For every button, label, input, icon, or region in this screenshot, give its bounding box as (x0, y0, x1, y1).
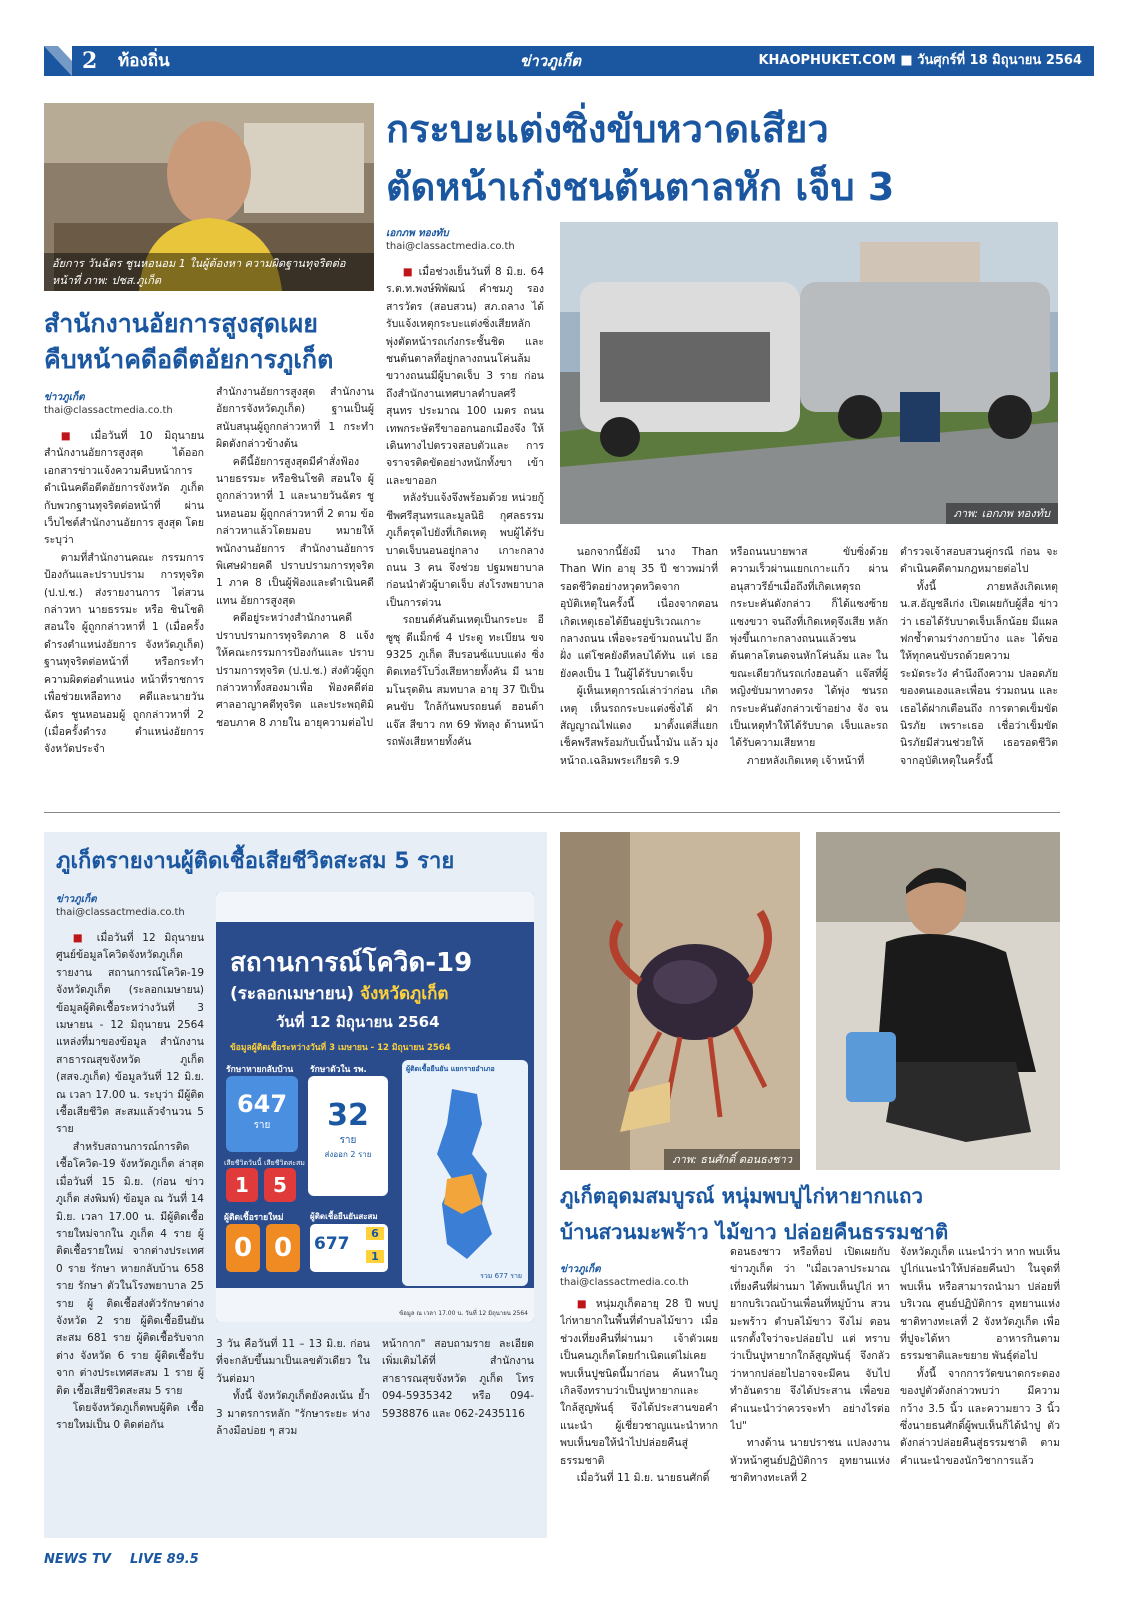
death-box: 1 (226, 1168, 258, 1202)
story1-paragraph: ตำรวจเจ้าสอบสวนคู่กรณี ก่อน จะดำเนินคดีตามกฎหมายต่อไป (900, 546, 1058, 576)
bullet-icon: ■ (402, 266, 419, 278)
site-and-date (758, 46, 1082, 76)
phuket-map-icon (422, 1084, 512, 1264)
hospital-box (308, 1076, 388, 1196)
cumulative-label: ผู้ติดเชื้อยืนยันสะสม (310, 1212, 378, 1221)
issue-date: วันศุกร์ที่ 18 มิถุนายน 2564 (917, 53, 1082, 68)
news-tv-logo: NEWS TV (44, 1552, 111, 1567)
hospital-label: รักษาตัวใน รพ. (310, 1065, 367, 1075)
footer-logos (44, 1548, 199, 1570)
recovered-value: 647 (236, 1090, 288, 1118)
corner-logo-icon (44, 46, 72, 76)
cumulative-box (310, 1224, 388, 1272)
story2-paragraph: สำนักงานอัยการสูงสุด สำนักงาน อัยการจังหวัดภูเก็ต) ฐานเป็นผู้ สนับสนุนผู้ถูกกล่าวหาที่ 1 กระทำ ผิดดังกล่าวข้างต้น (216, 386, 374, 451)
recovered-box (226, 1076, 298, 1152)
square-icon: ■ (900, 53, 913, 68)
story1-column-3 (730, 544, 888, 798)
page-number: 2 (82, 48, 98, 74)
story3-column-2 (216, 1336, 370, 1516)
infographic-title: สถานการณ์โควิด-19 (230, 948, 473, 978)
recovered-label: รักษาหายกลับบ้าน (226, 1065, 294, 1075)
byline-email: thai@classactmedia.co.th (56, 907, 185, 918)
story1-column-4 (900, 544, 1058, 798)
infographic-range: ข้อมูลผู้ติดเชื้อระหว่างวันที่ 3 เมษายน - 12 มิถุนายน 2564 (230, 1043, 451, 1053)
cumulative-sub-b: 1 (366, 1250, 384, 1263)
hospital-sub: ส่งออก 2 ราย (324, 1150, 372, 1159)
story2-column-1 (44, 428, 204, 834)
story4-paragraph: ทางด้าน นายปราชน แปลงงาน หัวหน้าศูนย์ปฏิบัติการ อุทยานแห่งชาติทางทะเลที่ 2 (730, 1437, 890, 1485)
infographic-footer-text: ข้อมูล ณ เวลา 17.00 น. วันที่ 12 มิถุนายน 2564 (399, 1310, 528, 1317)
section-name: ท้องถิ่น (118, 51, 170, 71)
story2-headline-line2: คืบหน้าคดีอดีตอัยการภูเก็ต (44, 345, 334, 374)
new-cases-label: ผู้ติดเชื้อรายใหม่ (224, 1213, 284, 1223)
story2-paragraph: คดีอยู่ระหว่างสำนักงานคดี ปราบปรามการทุจริตภาค 8 แจ้ง ให้คณะกรรมการป้องกันและ ปราบปรามการทุจริต (ป.ป.ช.) ส่งตัวผู้ถูกกล่าวหาทั้งสองมาเพื่อ ฟ้องคดีต่อศาลอาญาคดีทุจริต และประพฤติมิชอบภาค 8 ภายใน อายุความต่อไป (216, 612, 374, 729)
story4-column-3 (900, 1244, 1060, 1516)
map-title: ผู้ติดเชื้อยืนยัน แยกรายอำเภอ (406, 1065, 495, 1073)
story4-paragraph: หนุ่มภูเก็ตอายุ 28 ปี พบปู ไก่หายากในพื้นที่ตำบลไม้ขาว เมื่อ ช่วงเที่ยงคืนที่ผ่านมา เจ้าตัวเผย เป็นคนภูเก็ตโดยกำเนิดแต่ไม่เคย พบเห็นปูชนิดนี้มาก่อน ค้นหาในกู เกิลจึงทราบว่าเป็นปูหายากและ ใกล้สูญพันธุ์ จึงได้ประสานขอคำ แนะนำ ผู้เชี่ยวชาญแนะนำหาก พบเห็นขอให้นำไปปล่อยคืนสู่ ธรรมชาติ (560, 1298, 718, 1467)
byline-email: thai@classactmedia.co.th (44, 405, 173, 416)
story1-paragraph: รถยนต์คันต้นเหตุเป็นกระบะ อีซูซุ ดีแม็กซ์ 4 ประตู ทะเบียน ขจ 9325 ภูเก็ต สีบรอนซ์แบบแต่ง ซิ่ง ติดเทอร์โบวิ่งเสียหายทั้งคัน มี นายมโนรุตติน สมทบาล อายุ 37 ปีเป็นคนขับ ใกล้กันพบรถยนต์ ฮอนด้า แจ๊ส สีขาว กท 69 พัทลุง ด้านหน้ารถพังเสียหายทั้งคัน (386, 614, 544, 748)
infographic-province: จังหวัดภูเก็ต (360, 984, 449, 1004)
story1-column-2 (560, 544, 718, 798)
story1-paragraph: เมื่อช่วงเย็นวันที่ 8 มิ.ย. 64 ร.ต.ท.พงษ์พิพัฒน์ คำชมภู รอง สารวัตร (สอบสวน) สภ.ถลาง ได้ รับแจ้งเหตุกระบะแต่งซิ่งเสียหลัก พุ่งตัดหน้ารถเก๋งกระชั้นชิด และ ชนต้นตาลที่อยู่กลางถนนโค่นล้ม ขวางถนนมีผู้บาดเจ็บ 3 ราย ก่อน ถึงสำนักงานเทศบาลตำบลศรี สุนทร ประมาณ 100 เมตร ถนน เทพกระษัตรีขาออกนอกเมืองจึง ให้เดินทางไปตรวจสอบตัวและ การจราจรติดขัดอย่างหนักทั้งขา เข้าและขาออก (386, 266, 544, 487)
story4-paragraph: ทั้งนี้ จากการวัดขนาดกระดอง ของปูตัวดังกล่าวพบว่า มีความ กว้าง 3.5 นิ้ว และความยาว 3 นิ้ว ซึ่งนายธนศักดิ์ผู้พบเห็นก็ได้นำปู ตัวดังกล่าวปล่อยคืนสู่ธรรมชาติ ตามคำแนะนำของนักวิชาการแล้ว (900, 1367, 1060, 1467)
crab-photo-credit: ภาพ: ธนศักดิ์ ดอนธงชาว (664, 1149, 800, 1170)
story3-headline: ภูเก็ตรายงานผู้ติดเชื้อเสียชีวิตสะสม 5 ราย (56, 849, 455, 874)
story4-column-1 (560, 1296, 718, 1516)
byline-name: เอกภพ ทองทับ (386, 228, 449, 239)
infographic-footer (216, 1288, 534, 1322)
infographic-subtitle (230, 980, 448, 1007)
story2-byline (44, 390, 173, 416)
crab-photo (560, 832, 800, 1170)
recovered-unit: ราย (253, 1120, 271, 1131)
story4-headline-line2: บ้านสวนมะพร้าว ไม้ขาว ปล่อยคืนธรรมชาติ (560, 1220, 949, 1244)
district-map (402, 1060, 528, 1286)
story1-paragraph: หลังรับแจ้งจึงพร้อมด้วย หน่วยกู้ชีพศรีสุนทรและมูลนิธิ กุศลธรรมภูเก็ตรุดไปยังที่เกิดเหตุ พบผู้ได้รับบาดเจ็บนอนอยู่กลาง เกาะกลางถนน 3 คน จึงช่วย ปฐมพยาบาลก่อนนำตัวผู้บาดเจ็บ ส่งโรงพยาบาลเป็นการด่วน (386, 492, 544, 609)
story3-paragraph: เมื่อวันที่ 12 มิถุนายน ศูนย์ข้อมูลโควิดจังหวัดภูเก็ต รายงาน สถานการณ์โควิด-19 จังหวัดภูเก็ต (ระลอกเมษายน) ข้อมูลผู้ติดเชื้อระหว่างวันที่ 3 เมษายน - 12 มิถุนายน 2564 แหล่งที่มาของข้อมูล สำนักงานสาธารณสุขจังหวัด ภูเก็ต (สสจ.ภูเก็ต) ข้อมูลวันที่ 12 มิ.ย. ณ เวลา 17.00 น. ระบุว่า มีผู้ติดเชื้อเสียชีวิต สะสมแล้วจำนวน 5 ราย (56, 932, 204, 1136)
cumulative-sub-a: 6 (366, 1227, 384, 1240)
story2-paragraph: ตามที่สำนักงานคณะ กรรมการป้องกันและปราบปราม การทุจริต (ป.ป.ช.) ส่งรายงานการ ไต่สวนกล่าวหา นายธรรมะ หรือ ชินโชติ สอนใจ ผู้ถูกกล่าวหาที่ 1 (เมื่อครั้งดำรงตำแหน่งอัยการ จังหวัดภูเก็ต) ฐานทุจริตต่อหน้าที่ หรือกระทำความผิดต่อตำแหน่ง หน้าที่ราชการ เพื่อช่วยเหลือทาง คดีและนายวันฉัตร ชูนหอนอมผู้ ถูกกล่าวหาที่ 2 (เมื่อครั้งดำรง ตำแหน่งอัยการจังหวัดประจำ (44, 551, 204, 756)
story3-column-3 (382, 1336, 534, 1516)
infographic-logo-strip (216, 892, 534, 922)
story4-headline (560, 1178, 1060, 1250)
story1-paragraph: หรือถนนบายพาส ขับซิ่งด้วย ความเร็วผ่านแยกเกาะแก้ว ผ่าน อนุสาวรีย์ฯเมื่อถึงที่เกิดเหตุรถ กระบะคันดังกล่าว ก็ได้แซงซ้าย แซงขวา จนถึงที่เกิดเหตุจึงเสีย หลักพุ่งขึ้นเกาะกลางถนนแล้วชน ต้นตาลโตนดจนหักโค่นล้ม และ ในขณะเดียวกันรถเก๋งฮอนด้า แจ๊สที่ผู้หญิงขับมาทางตรง ได้พุ่ง ชนรถกระบะคันดังกล่าวเข้าอย่าง จัง จนเป็นเหตุทำให้ได้รับบาด เจ็บและรถได้รับความเสียหาย (730, 546, 888, 750)
story4-column-2 (730, 1244, 890, 1516)
story1-paragraph: นอกจากนี้ยังมี นาง Than Than Win อายุ 35 ปี ชาวพม่าที่ รอดชีวิตอย่างหวุดหวิดจาก อุบัติเหตุในครั้งนี้ เนื่องจากตอน เกิดเหตุเธอได้ยืนอยู่บริเวณเกาะ กลางถนน เพื่อจะรอข้ามถนนไป อีกฝั่ง แต่โชคยังดีหลบได้ทัน แต่ เธอยังคงเป็น 1 ในผู้ได้รับบาดเจ็บ (560, 546, 718, 680)
new-cases-box-1: 0 (226, 1224, 260, 1272)
prosecutor-photo (44, 103, 374, 291)
story2-paragraph: คดีนี้อัยการสูงสุดมีคำสั่งฟ้อง นายธรรมะ หรือชินโชติ สอนใจ ผู้ ถูกกล่าวหาที่ 1 และนายวันฉัตร ชูนหอนอม ผู้ถูกกล่าวหาที่ 2 ตาม ข้อกล่าวหาแล้วโดยมอบ หมายให้พนักงานอัยการ สำนักงานอัยการพิเศษฝ่ายคดี ปราบปรามการทุจริต 1 ภาค 8 เป็นผู้ฟ้องและดำเนินคดีแทน อัยการสูงสุด (216, 455, 374, 607)
covid-infographic (216, 892, 534, 1322)
story2-headline (44, 306, 384, 378)
story3-paragraph: หน้ากาก" สอบถามราย ละเอียดเพิ่มเติมได้ที่ สำนักงานสาธารณสุขจังหวัด ภูเก็ต โทร 094-5935342 หรือ 094-5938876 และ 062-2435116 (382, 1338, 534, 1420)
story1-column-1 (386, 264, 544, 798)
infographic-date: วันที่ 12 มิถุนายน 2564 (276, 1013, 440, 1031)
site-url: KHAOPHUKET.COM (758, 53, 896, 68)
crash-photo-credit: ภาพ: เอกภพ ทองทับ (946, 503, 1058, 524)
masthead-logo: ข่าวภูเก็ต (520, 52, 581, 70)
death-total-box: 5 (264, 1168, 296, 1202)
story3-paragraph: ทั้งนี้ จังหวัดภูเก็ตยังคงเน้น ย้ำ 3 มาตรการหลัก "รักษาระยะ ห่าง ล้างมือบ่อย ๆ สวม (216, 1390, 370, 1438)
cumulative-value: 677 (314, 1234, 350, 1254)
story3-byline (56, 892, 185, 918)
story3-paragraph: สำหรับสถานการณ์การติด เชื้อโควิด-19 จังหวัดภูเก็ต ล่าสุด เมื่อวันที่ 15 มิ.ย. (ก่อน ข่าวภูเก็ต ส่งพิมพ์) ข้อมูล ณ วันที่ 14 มิ.ย. เวลา 17.00 น. มีผู้ติดเชื้อรายใหม่จากใน ภูเก็ต 4 ราย ผู้ติดเชื้อรายใหม่ จากต่างประเทศ 0 ราย รักษา หายกลับบ้าน 658 ราย รักษา ตัวในโรงพยาบาล 25 ราย ผู้ ติดเชื้อส่งตัวรักษาต่างจังหวัด 2 ราย ผู้ติดเชื้อยืนยันสะสม 681 ราย ผู้ติดเชื้อรับจากต่าง จังหวัด 6 ราย ผู้ติดเชื้อรับจาก ต่างประเทศสะสม 1 ราย ผู้ติด เชื้อเสียชีวิตสะสม 5 ราย (56, 1140, 204, 1397)
story2-paragraph: เมื่อวันที่ 10 มิถุนายน สำนักงานอัยการสูงสุด ได้ออก เอกสารข่าวแจ้งความคืบหน้าการ ดำเนินคดีอดีตอัยการจังหวัด ภูเก็ตกับพวกฐานทุจริตต่อหน้าที่ ผ่านเว็บไซต์สำนักงานอัยการ สูงสุด โดยระบุว่า (44, 430, 204, 547)
byline-name: ข่าวภูเก็ต (44, 392, 85, 403)
byline-email: thai@classactmedia.co.th (386, 241, 515, 252)
infographic-wave: (ระลอกเมษายน) (230, 984, 355, 1004)
story1-paragraph: ผู้เห็นเหตุการณ์เล่าว่าก่อน เกิดเหตุ เห็นรถกระบะแต่งซิ่งได้ ฝ่าสัญญาณไฟแดง มาตั้งแต่สี่แยก เช็คพรีสพร้อมกับเบิ้นน้ำมัน แล้ว มุ่งหน้าถ.เฉลิมพระเกียรติ ร.9 (560, 685, 718, 767)
death-total-label: เสียชีวิตสะสม (264, 1159, 305, 1167)
story1-headline (386, 100, 1086, 216)
byline-email: thai@classactmedia.co.th (560, 1277, 689, 1288)
section-divider (44, 812, 1060, 813)
man-with-crab-photo (816, 832, 1060, 1170)
story1-paragraph: ภายหลังเกิดเหตุ เจ้าหน้าที่ (746, 754, 865, 767)
story1-byline (386, 226, 515, 252)
story4-byline (560, 1262, 689, 1288)
live-radio-logo: LIVE 89.5 (130, 1552, 199, 1567)
byline-name: ข่าวภูเก็ต (56, 894, 97, 905)
story4-paragraph: จังหวัดภูเก็ต แนะนำว่า หาก พบเห็นปูไก่แนะนำให้ปล่อยคืนป่า ในจุดที่พบเห็น หรือสามารถนำมา ปล่อยที่บริเวณ ศูนย์ปฏิบัติการ อุทยานแห่งชาติทางทะเลที่ 2 จังหวัดภูเก็ต เพื่อที่ปูจะได้หา อาหารกินตามธรรมชาติและขยาย พันธุ์ต่อไป (900, 1246, 1060, 1363)
story4-paragraph: เมื่อวันที่ 11 มิ.ย. นายธนศักดิ์ (576, 1472, 710, 1485)
story3-column-1 (56, 930, 204, 1516)
death-label: เสียชีวิตวันนี้ (224, 1159, 262, 1167)
bullet-icon: ■ (576, 1298, 596, 1310)
story2-column-2 (216, 384, 374, 834)
story1-headline-line1: กระบะแต่งซิ่งขับหวาดเสียว (386, 107, 829, 151)
story3-paragraph: 3 วัน คือวันที่ 11 – 13 มิ.ย. ก่อน ที่จะกลับขึ้นมาเป็นเลขตัวเดียว ในวันต่อมา (216, 1338, 370, 1385)
hospital-value: 32 (327, 1098, 369, 1133)
story4-paragraph: ดอนธงชาว หรือท็อป เปิดเผยกับ ข่าวภูเก็ต ว่า "เมื่อเวลาประมาณ เที่ยงคืนที่ผ่านมา ได้พบเห็นปูไก่ หายากบริเวณบ้านเพื่อนที่หมู่บ้าน สวนมะพร้าว ตำบลไม้ขาว จึงไม่ ตอนแรกตั้งใจว่าจะปล่อยไป แต่ ทราบว่าเป็นปูหายากใกล้สูญพันธุ์ จึงกลัวว่าหากปล่อยไปอาจจะมีคน จับไปทำอันตราย จึงได้ประสาน เพื่อขอคำแนะนำว่าควรจะทำ อย่างไรต่อไป" (730, 1246, 890, 1433)
byline-name: ข่าวภูเก็ต (560, 1264, 601, 1275)
prosecutor-photo-caption: อัยการ วันฉัตร ชูนหอนอม 1 ในผู้ต้องหา ความผิดฐานทุจริตต่อหน้าที่ ภาพ: ปชส.ภูเก็ต (44, 253, 374, 291)
story2-headline-line1: สำนักงานอัยการสูงสุดเผย (44, 309, 318, 338)
bullet-icon: ■ (60, 430, 91, 442)
story4-headline-line1: ภูเก็ตอุดมสมบูรณ์ หนุ่มพบปูไก่หายากแถว (560, 1184, 923, 1208)
map-total: รวม 677 ราย (480, 1272, 522, 1280)
new-cases-box-2: 0 (266, 1224, 300, 1272)
bullet-icon: ■ (72, 932, 97, 944)
crash-photo (560, 222, 1058, 524)
story1-headline-line2: ตัดหน้าเก๋งชนต้นตาลหัก เจ็บ 3 (386, 165, 895, 209)
hospital-unit: ราย (339, 1135, 357, 1146)
story1-paragraph: ทั้งนี้ ภายหลังเกิดเหตุ น.ส.อัญชลีเก่ง เปิดเผยกับผู้สื่อ ข่าวว่า เธอได้รับบาดเจ็บเล็กน้อย มีแผลฟกช้ำตามร่างกายบ้าง และ ได้ขอให้ทุกคนขับรถด้วยความ ระมัดระวัง คำนึงถึงความ ปลอดภัยของตนเองและเพื่อน ร่วมถนน และเธอได้ฝากเตือนถึง การตาดเข็มขัดนิรภัย เพราะเธอ เชื่อว่าเข็มขัดนิรภัยมีส่วนช่วยให้ เธอรอดชีวิตจากอุบัติเหตุในครั้งนี้ (900, 580, 1058, 767)
story3-paragraph: โดยจังหวัดภูเก็ตพบผู้ติด เชื้อรายใหม่เป็น 0 ติดต่อกัน (56, 1401, 204, 1432)
